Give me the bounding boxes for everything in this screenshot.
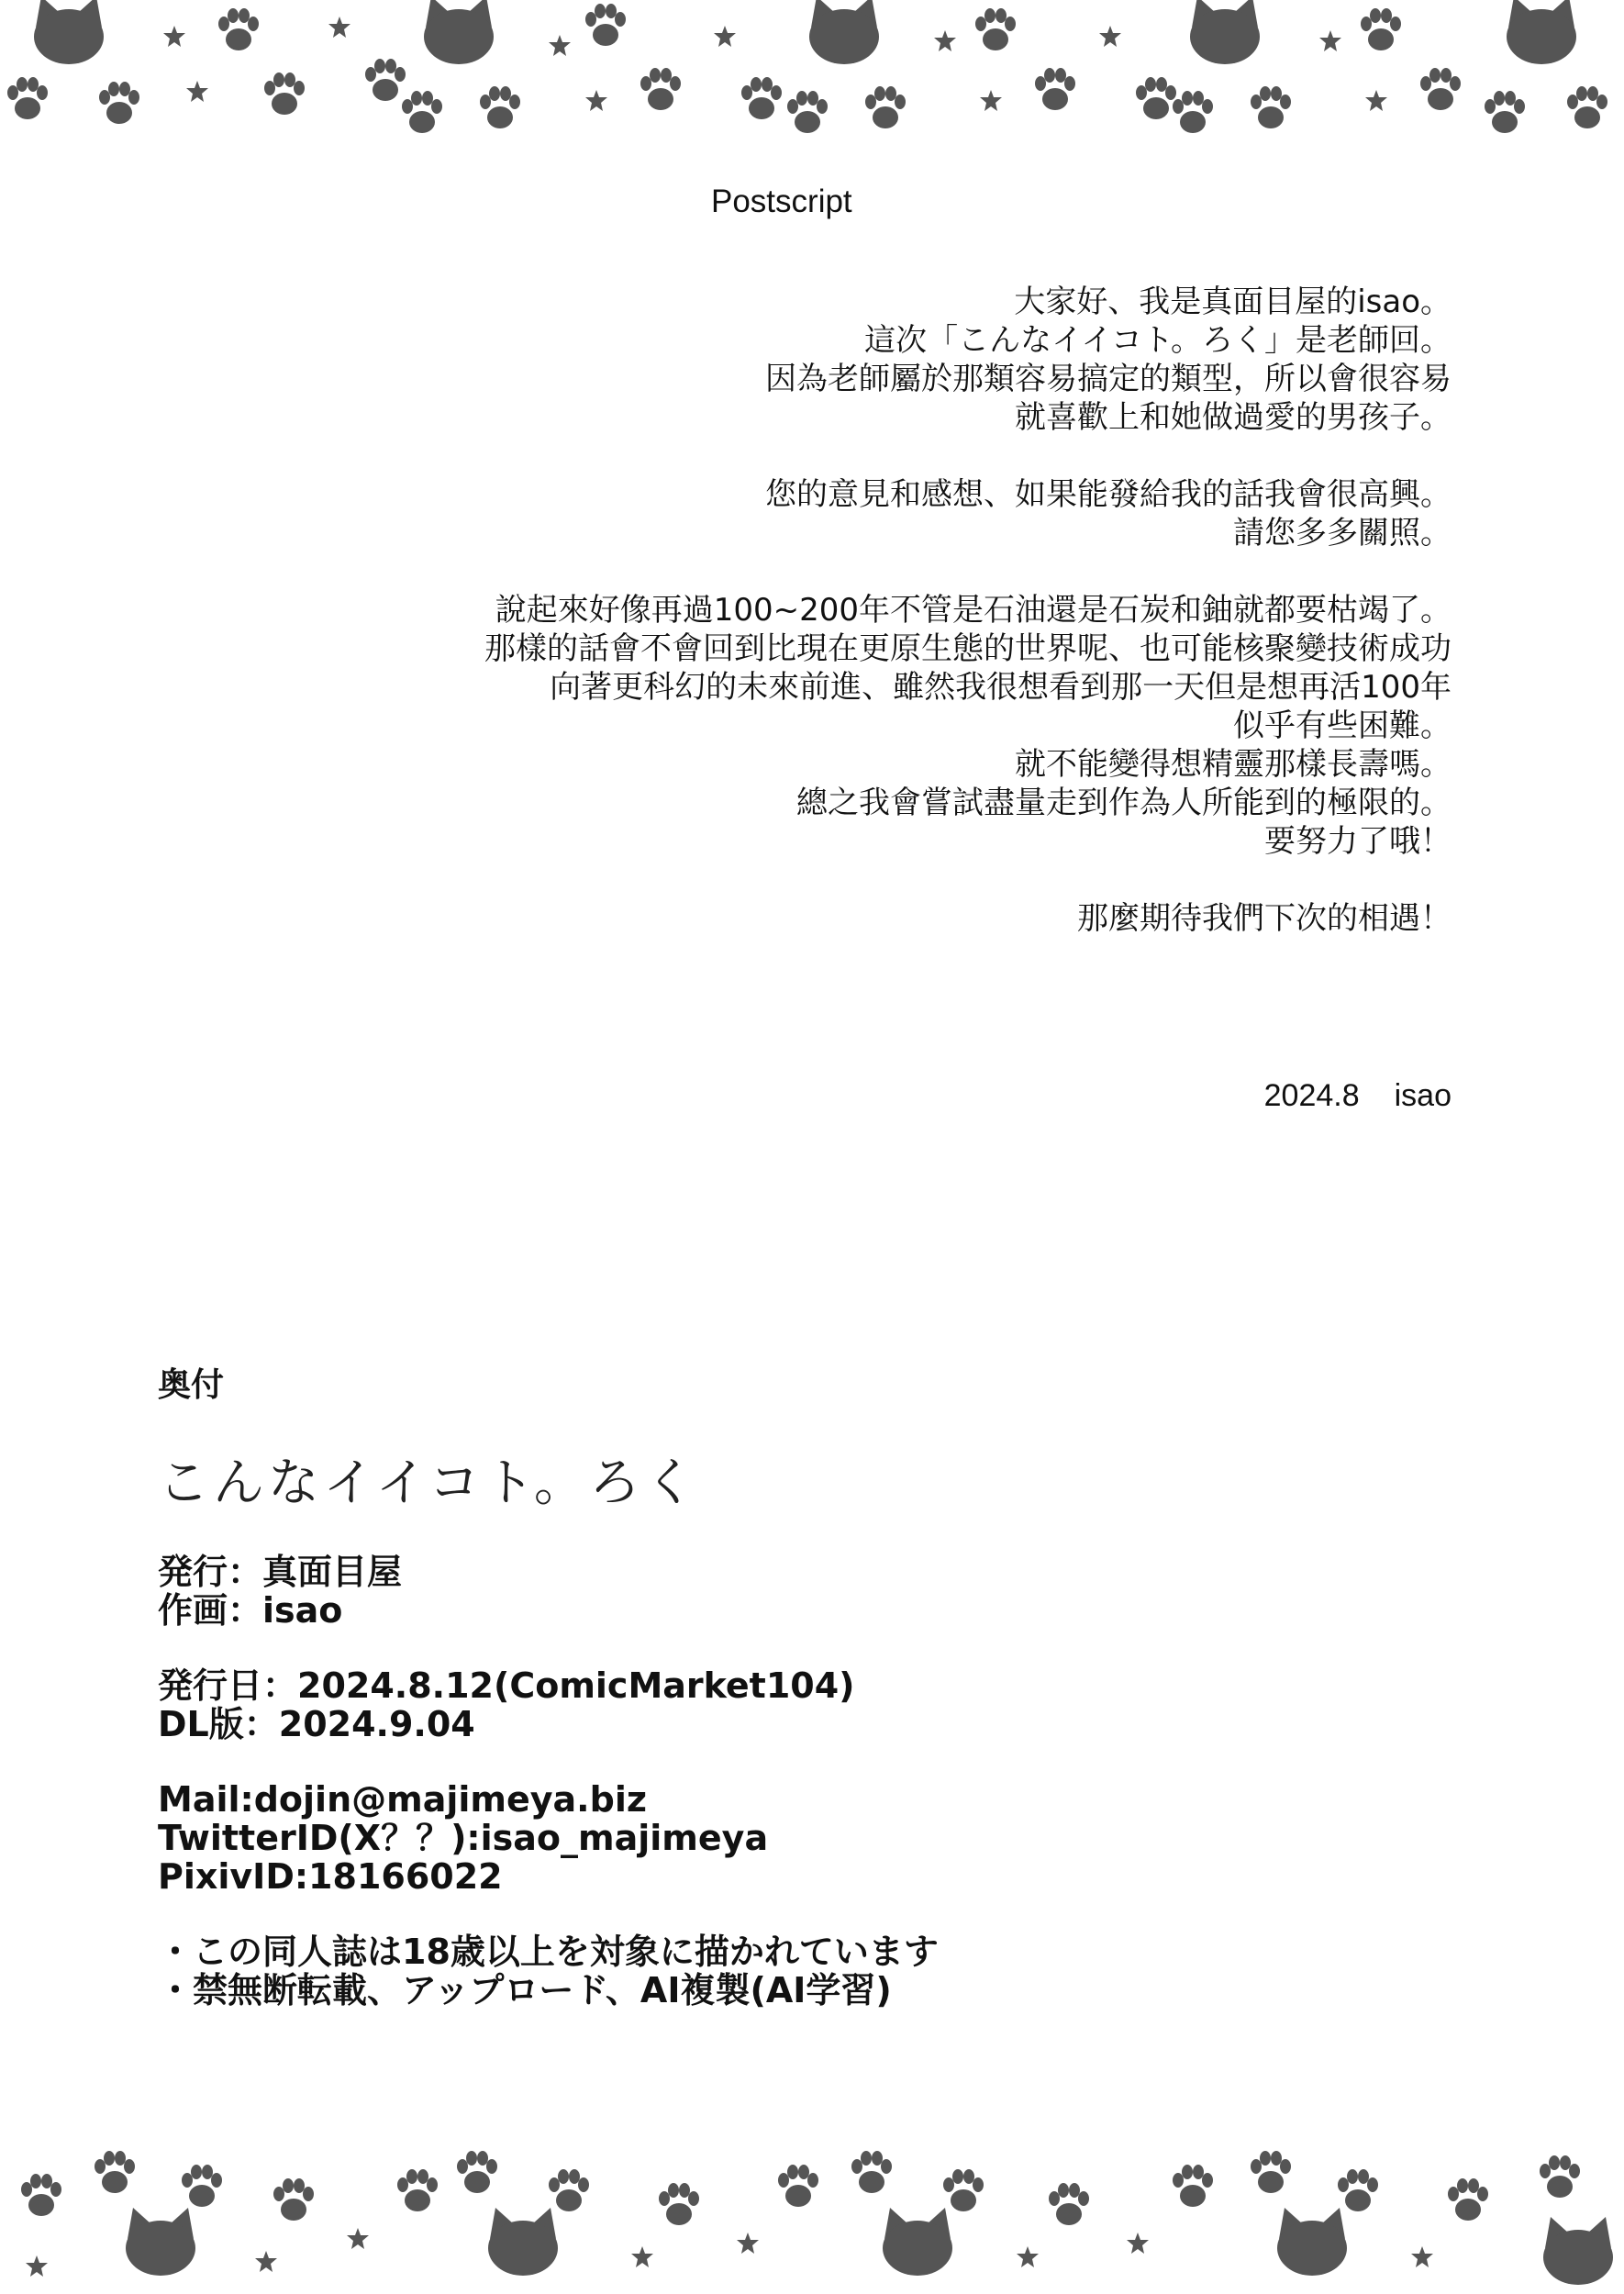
- artist-line: 作画：isao: [158, 1590, 343, 1631]
- colophon: [158, 1365, 1442, 2046]
- paw-print-icon: [585, 4, 626, 46]
- paw-print-icon: [99, 82, 139, 124]
- paw-print-icon: [457, 2151, 497, 2193]
- paw-print-icon: [943, 2169, 984, 2211]
- star-icon: [1127, 2233, 1149, 2254]
- dl-version-line: DL版：2024.9.04: [158, 1704, 475, 1744]
- postscript-title: Postscript: [711, 184, 852, 219]
- cat-face-icon: [488, 2208, 558, 2276]
- paw-print-icon: [1420, 68, 1461, 110]
- top-decorative-border: [0, 0, 1624, 147]
- paw-print-icon: [1567, 86, 1607, 128]
- paw-print-icon: [1540, 2155, 1580, 2198]
- paw-print-icon: [21, 2174, 61, 2216]
- cat-face-icon: [1277, 2208, 1347, 2276]
- paw-print-icon: [549, 2169, 589, 2211]
- paw-print-icon: [218, 8, 259, 50]
- postscript-line: 這次「こんなイイコト。ろく」是老師回。: [864, 322, 1452, 359]
- cat-face-icon: [809, 0, 879, 64]
- paw-print-icon: [1173, 91, 1213, 133]
- postscript-line: 總之我會嘗試盡量走到作為人所能到的極限的。: [796, 785, 1452, 821]
- paw-print-icon: [975, 8, 1016, 50]
- paw-print-icon: [851, 2151, 892, 2193]
- star-icon: [934, 30, 956, 51]
- star-icon: [585, 90, 607, 111]
- star-icon: [255, 2251, 277, 2272]
- twitter-line: TwitterID(X？？):isao_majimeya: [158, 1818, 769, 1858]
- paragraph-gap: [167, 552, 1452, 591]
- postscript-line: 請您多多關照。: [1233, 515, 1452, 551]
- paw-print-icon: [1035, 68, 1075, 110]
- postscript-line: 說起來好像再過100~200年不管是石油還是石炭和鈾就都要枯竭了。: [495, 592, 1452, 629]
- cat-face-icon: [1190, 0, 1260, 64]
- star-icon: [328, 17, 350, 38]
- postscript-line: 因為老師屬於那類容易搞定的類型，所以會很容易: [765, 361, 1452, 397]
- paw-print-icon: [865, 86, 906, 128]
- paw-print-icon: [95, 2151, 135, 2193]
- cat-face-icon: [424, 0, 494, 64]
- postscript-line: 就不能變得想精靈那樣長壽嗎。: [1015, 746, 1452, 783]
- paw-print-icon: [1173, 2165, 1213, 2207]
- star-icon: [347, 2228, 369, 2249]
- pixiv-line: PixivID:18166022: [158, 1856, 503, 1897]
- star-icon: [1319, 30, 1341, 51]
- signature-date: 2024.8: [1263, 1078, 1360, 1113]
- star-icon: [26, 2255, 48, 2277]
- paw-print-icon: [778, 2165, 818, 2207]
- postscript-line: 您的意見和感想、如果能發給我的話我會很高興。: [765, 476, 1452, 513]
- mail-line: Mail:dojin@majimeya.biz: [158, 1779, 647, 1820]
- postscript-line: 要努力了哦！: [1264, 823, 1452, 860]
- colophon-heading: 奥付: [158, 1366, 225, 1404]
- paw-print-icon: [1251, 2151, 1291, 2193]
- bottom-decorative-border: [0, 2138, 1624, 2294]
- paw-print-icon: [480, 86, 520, 128]
- postscript-line: 那麼期待我們下次的相遇！: [1077, 900, 1452, 937]
- paw-print-icon: [1361, 8, 1401, 50]
- cat-face-icon: [126, 2208, 195, 2276]
- paw-print-icon: [273, 2178, 314, 2221]
- paw-print-icon: [1448, 2178, 1488, 2221]
- publisher-line: 発行：真面目屋: [158, 1552, 403, 1592]
- paw-print-icon: [1136, 77, 1176, 119]
- star-icon: [631, 2246, 653, 2267]
- star-icon: [163, 26, 185, 47]
- star-icon: [980, 90, 1002, 111]
- signature: [1264, 1078, 1452, 1114]
- postscript-line: 似乎有些困難。: [1233, 707, 1452, 744]
- paragraph-gap: [167, 437, 1452, 475]
- cat-face-icon: [1543, 2217, 1613, 2285]
- cat-face-icon: [1507, 0, 1576, 64]
- star-icon: [1099, 26, 1121, 47]
- release-date-line: 発行日：2024.8.12(ComicMarket104): [158, 1665, 855, 1706]
- paw-print-icon: [402, 91, 442, 133]
- paw-print-icon: [1338, 2169, 1378, 2211]
- title-logo: こんなイイコト。ろく: [158, 1453, 699, 1513]
- star-icon: [737, 2233, 759, 2254]
- age-notice-line: ・この同人誌は18歳以上を対象に描かれています: [158, 1932, 939, 1972]
- paragraph-gap: [167, 861, 1452, 899]
- cat-face-icon: [34, 0, 104, 64]
- postscript-body: [167, 283, 1452, 938]
- paw-print-icon: [659, 2183, 699, 2225]
- paw-print-icon: [397, 2169, 438, 2211]
- star-icon: [549, 35, 571, 56]
- star-icon: [714, 26, 736, 47]
- postscript-line: 大家好、我是真面目屋的isao。: [1014, 284, 1452, 320]
- postscript-line: 向著更科幻的未來前進、雖然我很想看到那一天但是想再活100年: [550, 669, 1452, 706]
- star-icon: [186, 81, 208, 102]
- star-icon: [1365, 90, 1387, 111]
- star-icon: [1411, 2246, 1433, 2267]
- paw-print-icon: [1049, 2183, 1089, 2225]
- paw-print-icon: [741, 77, 782, 119]
- paw-print-icon: [264, 72, 305, 115]
- cat-face-icon: [883, 2208, 952, 2276]
- postscript-line: 那樣的話會不會回到比現在更原生態的世界呢、也可能核聚變技術成功: [484, 630, 1452, 667]
- paw-print-icon: [640, 68, 681, 110]
- signature-name: isao: [1394, 1078, 1452, 1113]
- paw-print-icon: [1251, 86, 1291, 128]
- paw-print-icon: [7, 77, 48, 119]
- paw-print-icon: [787, 91, 828, 133]
- paw-print-icon: [182, 2165, 222, 2207]
- paw-print-icon: [1485, 91, 1525, 133]
- star-icon: [1017, 2246, 1039, 2267]
- postscript-line: 就喜歡上和她做過愛的男孩子。: [1015, 399, 1452, 436]
- reproduction-notice-line: ・禁無断転載、アップロード、AI複製(AI学習): [158, 1970, 892, 2010]
- paw-print-icon: [365, 59, 406, 101]
